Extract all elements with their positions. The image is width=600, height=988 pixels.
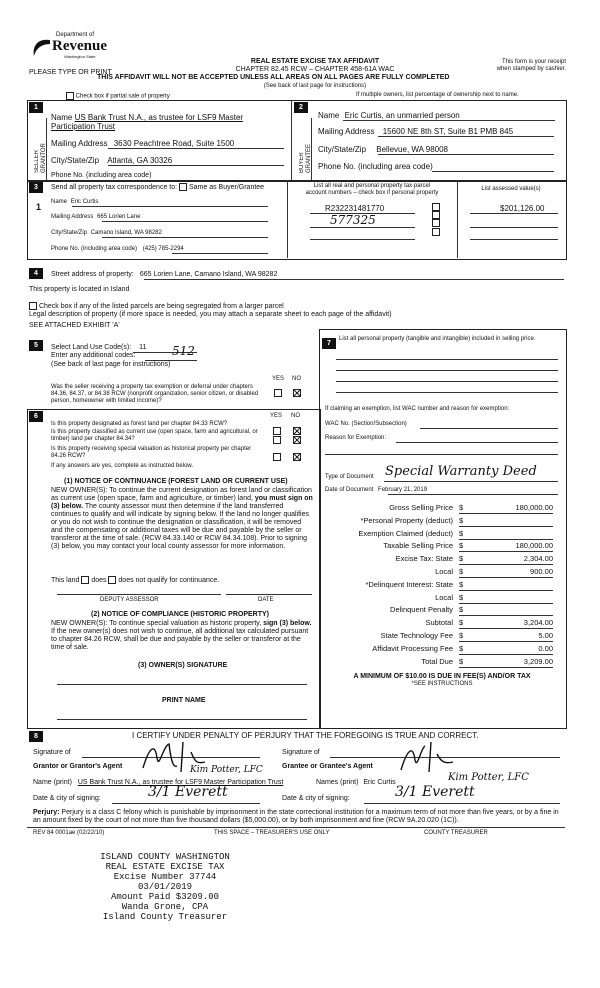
assessed-header: List assessed value(s) [481,186,541,192]
same-as-buyer-label: Same as Buyer/Grantee [188,183,265,191]
grantee-handwritten-name: Kim Potter, LFC [448,772,529,783]
grantee-date-city-handwritten: 3/1 Everett [395,784,475,800]
notice-compliance-body [51,620,313,652]
corr-city-row [51,230,162,237]
grantor-date-city-label: Date & city of signing: [33,795,101,802]
fee-value[interactable]: 180,000.00 [459,540,553,552]
section-8-badge: 8 [29,731,43,742]
buyer-city-label: City/State/Zip [318,145,367,154]
stamp-line: REAL ESTATE EXCISE TAX [105,862,225,872]
does-label: does [91,576,107,584]
fee-currency: $ [459,541,464,551]
notice-continuance-body [51,487,313,551]
notice-continuance-c: The county assessor must then determine if the land transferred continues to qualify and will indicate by signing below. If the land no longer qualifies or you do not wish to continue the designation or classification, it will be removed and the compensating or additional taxes will be due and payable by the seller or transferor at the time of sale. (RCW 84.33.140 or RCW 84.34.108). Prior to signing (3) below, you may contact your local county assessor for more information. [51,503,309,550]
exemption-question: Was the seller receiving a property tax exemption or deferral under chapters 84.36, 84.37, or 84.38 RCW (nonprofit organization, senior citizen, or disabled person, homeowner with limited income)? [51,384,259,404]
buyer-city[interactable]: Bellevue, WA 98008 [376,145,448,154]
buyer-mailing[interactable]: 15600 NE 8th ST, Suite B1 PMB 845 [382,127,514,136]
personal-property-checkbox-2[interactable] [432,211,440,219]
corr-city[interactable]: Camano Island, WA 98282 [90,230,162,236]
fee-row [325,656,557,669]
section-5-badge: 5 [29,340,43,351]
stamp-line: Amount Paid $3209.00 [110,892,220,902]
fee-currency: $ [459,643,464,653]
historic-question: Is this property receiving special valuation as historical property per chapter 84.26 RCW? [51,446,252,459]
buyer-mailing-label: Mailing Address [318,127,375,136]
grantee-name[interactable]: Eric Curtis [363,779,396,786]
fee-row [325,604,557,617]
exhibit-note[interactable]: SEE ATTACHED EXHIBIT 'A' [29,322,120,329]
fee-label: Delinquent Penalty [390,605,453,615]
parcel-handwritten: 577325 [330,213,376,227]
perjury-text: Perjury is a class C felony which is punishable by imprisonment in the state correctional institution for a maximum term of not more than five years, or by a fine in an amount fixed by the court of not more than five thousand dollars ($5,000.00), or by both imprisonment and fine (RCW 9A.20.020 (1C)). [33,809,559,824]
grantor-agent-label: Grantor or Grantor's Agent [33,763,123,770]
fee-currency: $ [459,515,464,525]
grantor-handwritten-name: Kim Potter, LFC [190,765,263,775]
doc-type-handwritten[interactable]: Special Warranty Deed [385,464,537,479]
fee-label: Affidavit Processing Fee [372,643,453,653]
located-row [29,286,129,294]
fee-row [325,579,557,592]
buyer-name-label: Name [318,111,340,120]
fee-label: *Delinquent Interest: State [365,579,453,589]
legal-description-note: Legal description of property (if more space is needed, you may attach a separate sheet to each page of the affidavit) [29,311,392,318]
fee-label: Exemption Claimed (deduct) [358,528,453,538]
fee-currency: $ [459,503,464,512]
fee-value[interactable] [459,579,553,591]
personal-property-checkboxes [432,203,440,236]
personal-property-checkbox-4[interactable] [432,228,440,236]
doc-date[interactable]: February 21, 2019 [378,487,428,493]
doc-date-label: Date of Document [325,487,374,493]
s6-yes-label: YES [270,413,283,419]
fee-currency: $ [459,528,464,538]
street-address[interactable]: 665 Lorien Lane, Camano Island, WA 98282 [139,271,278,278]
notice-compliance-b: sign (3) below. [263,620,312,627]
land-use-row [51,344,146,352]
located-label: This property is located in [29,286,109,293]
notice-compliance-c: If the new owner(s) does not wish to continue, all additional tax calculated pursuant to chapter 84.26 RCW, shall be due and payable by the seller or transferor at the time of sale. [51,628,309,651]
q3-no-wrap [293,448,301,466]
fee-row [325,643,557,656]
assessed-value[interactable]: $201,126.00 [500,204,545,213]
reason-label: Reason for Exemption: [325,435,387,441]
corr-mailing-label: Mailing Address [51,214,94,220]
stamp-line: 03/01/2019 [137,882,192,892]
seller-mailing-label: Mailing Address [51,139,108,148]
fee-label: State Technology Fee [380,630,453,640]
fee-row [325,553,557,566]
q3-no-checkbox[interactable] [293,453,301,461]
exemption-claim-label: If claiming an exemption, list WAC number and reason for exemption: [325,406,510,412]
partial-sale-label: Check box if partial sale of property [75,93,170,100]
fee-table [325,502,557,668]
dept-line2: Revenue [52,38,107,54]
perjury-note [33,809,565,825]
perjury-label: Perjury: [33,809,60,816]
fee-row [325,630,557,643]
segregated-row [29,302,284,311]
seller-name[interactable]: US Bank Trust N.A., as trustee for LSF9 Master Participation Trust [51,113,244,131]
fee-value[interactable] [459,528,553,540]
s5-yes-checkbox[interactable] [274,389,282,397]
fee-label: Local [435,592,453,602]
seller-phone-label: Phone No. (including area code) [51,172,152,179]
additional-codes-label: Enter any additional codes: [51,352,136,359]
seller-mailing[interactable]: 3630 Peachtree Road, Suite 1500 [113,139,235,148]
grantor-date-city-handwritten: 3/1 Everett [148,784,228,800]
grantee-date-city-label: Date & city of signing: [282,795,350,802]
additional-codes-handwritten: 512 [172,344,195,358]
notice-continuance-a: NEW OWNER(S): To continue the current designation as forest land or classification as current use (open space, farm and agriculture, or timber) land, [51,487,312,502]
fee-row [325,528,557,541]
s5-yes-label: YES [272,376,285,382]
located-value[interactable]: Island [110,286,130,293]
fee-value[interactable]: 0.00 [459,643,553,655]
fee-value[interactable]: 180,000.00 [459,502,553,514]
grantee-name-row [316,779,396,787]
corr-phone-row [51,246,184,253]
deputy-date-label: DATE [258,597,274,603]
fee-currency: $ [459,566,464,576]
fee-label: Subtotal [425,618,453,628]
does-checkbox[interactable] [81,576,89,584]
fee-row [325,502,557,515]
grantee-name-label: Names (print) [316,779,359,786]
q2-no-wrap [293,431,301,449]
correspondence-item-num: 1 [36,202,42,212]
fee-label: Total Due [421,656,453,666]
parcel-number[interactable]: R232231481770 [325,204,385,213]
please-type: PLEASE TYPE OR PRINT [29,69,112,76]
buyer-phone-label: Phone No. (including area code) [318,162,433,171]
seller-mailing-row [51,139,234,148]
section-4-badge: 4 [29,268,43,279]
corr-name-row [51,199,98,206]
section-3-badge: 3 [29,182,43,193]
minimum-fee-note: A MINIMUM OF $10.00 IS DUE IN FEE(S) AND/OR TAX [353,673,531,680]
personal-property-list-label: List all personal property (tangible and intangible) included in selling price. [339,336,536,342]
fee-currency: $ [459,579,464,589]
receipt-note-1: This form is your receipt [501,59,566,65]
grantor-sig-label: Signature of [33,749,71,756]
stamp-line: Island County Treasurer [102,912,228,922]
buyer-mailing-row [318,127,513,136]
corr-mailing[interactable]: 665 Lorien Lane [97,214,141,220]
same-as-buyer-checkbox[interactable] [179,183,187,191]
continuance-row [51,576,219,585]
fee-row [325,540,557,553]
notice-compliance-title: (2) NOTICE OF COMPLIANCE (HISTORIC PROPERTY) [91,611,269,618]
s5-no-checkbox-wrap [293,384,301,402]
current-use-question: Is this property classified as current use (open space, farm and agricultural, or timber) land per chapter 84.34? [51,429,258,442]
county-treasurer-label: COUNTY TREASURER [424,830,488,836]
deputy-assessor-label: DEPUTY ASSESSOR [100,597,159,603]
s5-no-checkbox[interactable] [293,389,301,397]
logo-swoosh-icon [30,36,52,60]
certify-statement: I CERTIFY UNDER PENALTY OF PERJURY THAT THE FOREGOING IS TRUE AND CORRECT. [132,731,479,740]
form-title: REAL ESTATE EXCISE TAX AFFIDAVIT [250,58,380,65]
fee-row [325,592,557,605]
street-label: Street address of property: [51,271,134,278]
parcel-header-1: List all real and personal property tax parcel [313,183,431,189]
section-2-badge: 2 [294,102,308,113]
see-back-note: (See back of last page for instructions) [263,83,367,89]
multiple-owners-note: If multiple owners, list percentage of ownership next to name. [356,92,519,98]
dept-line1: Department of [56,32,95,38]
land-use-code[interactable]: 11 [139,344,147,351]
fee-value[interactable]: 3,204.00 [459,617,553,629]
segregated-label: Check box if any of the listed parcels are being segregated from a larger parcel [38,302,284,310]
buyer-name[interactable]: Eric Curtis, an unmarried person [344,111,460,120]
send-correspondence-label: Send all property tax correspondence to: [51,183,178,191]
fee-label: *Personal Property (deduct) [360,515,453,525]
corr-name-label: Name [51,199,68,205]
if-yes-note: If any answers are yes, complete as instructed below. [51,463,194,469]
stamp-line: ISLAND COUNTY WASHINGTON [100,852,230,862]
seller-name-row [51,113,286,131]
s5-no-label: NO [292,376,301,382]
grantor-name[interactable]: US Bank Trust N.A., as trustee for LSF9 Master Participation Trust [77,779,284,786]
fee-currency: $ [459,656,464,666]
stamp-line: Excise Number 37744 [113,872,217,882]
q2-yes-wrap [273,431,281,449]
fee-currency: $ [459,592,464,602]
fee-value[interactable]: 900.00 [459,566,553,578]
fee-value[interactable] [459,592,553,604]
corr-phone-label: Phone No. (including area code) [51,246,138,252]
q3-yes-wrap [273,448,281,466]
does-not-checkbox[interactable] [108,576,116,584]
personal-property-checkbox-3[interactable] [432,219,440,227]
q2-no-checkbox[interactable] [293,436,301,444]
seller-name-label: Name [51,113,73,122]
notice-continuance-b: you must sign on (3) below. [51,495,313,510]
print-name-title: PRINT NAME [162,697,206,704]
see-instructions-note: *SEE INSTRUCTIONS [411,681,473,687]
department-logo [30,30,120,66]
grantee-sig-label: Signature of [282,749,320,756]
q3-yes-checkbox[interactable] [273,453,281,461]
notice-continuance-title: (1) NOTICE OF CONTINUANCE (FOREST LAND OR CURRENT USE) [64,478,288,485]
fee-currency: $ [459,554,464,564]
receipt-note-2: when stamped by cashier. [496,66,566,72]
s5-yes-checkbox-wrap [274,384,282,402]
corr-mailing-row [51,214,140,221]
dept-line3: Washington State [64,54,96,59]
parcel-header-2: account numbers – check box if personal property [305,190,439,196]
fee-label: Gross Selling Price [389,503,453,512]
fee-label: Excise Tax: State [395,554,453,564]
fee-currency: $ [459,618,464,628]
corr-city-label: City/State/Zip [51,230,88,236]
segregated-checkbox[interactable] [29,302,37,310]
partial-sale-checkbox[interactable] [66,92,74,100]
seller-city-row [51,156,172,165]
fee-row [325,566,557,579]
fee-label: Local [435,566,453,576]
wac-label: WAC No. (Section/Subsection) [325,421,407,427]
buyer-city-row [318,145,448,154]
land-use-label: Select Land Use Code(s): [51,344,132,351]
street-row [51,271,277,279]
fee-currency: $ [459,630,464,640]
fee-label: Taxable Selling Price [383,541,453,551]
land-use-see-back: (See back of last page for instructions) [51,361,171,368]
section-1-badge: 1 [29,102,43,113]
treasurer-stamp [95,852,235,922]
section-7-badge: 7 [322,338,336,349]
form-chapter: CHAPTER 82.45 RCW – CHAPTER 458-61A WAC [235,66,395,73]
fee-value[interactable] [459,515,553,527]
stamp-line: Wanda Grone, CPA [121,902,209,912]
fee-value[interactable]: 5.00 [459,630,553,642]
corr-phone[interactable]: (425) 785-2294 [142,246,184,252]
fee-value[interactable]: 3,209.00 [459,656,553,668]
notice-compliance-a: NEW OWNER(S): To continue special valuation as historic property, [51,620,262,627]
fee-value[interactable] [459,604,553,616]
fee-row [325,617,557,630]
seller-side-label: SELLER GRANTOR [34,143,47,173]
personal-property-checkbox-1[interactable] [432,203,440,211]
grantor-name-label: Name (print) [33,779,72,786]
doc-type-label: Type of Document [325,474,374,480]
fee-value[interactable]: 2,304.00 [459,553,553,565]
owner-signature-title: (3) OWNER(S) SIGNATURE [138,662,228,669]
buyer-name-row [318,111,460,120]
s6-no-label: NO [291,413,300,419]
seller-city-label: City/State/Zip [51,156,100,165]
form-warning: THIS AFFIDAVIT WILL NOT BE ACCEPTED UNLESS ALL AREAS ON ALL PAGES ARE FULLY COMPLETED [97,74,450,81]
q2-yes-checkbox[interactable] [273,436,281,444]
corr-name[interactable]: Eric Curtis [70,199,99,205]
fee-currency: $ [459,605,464,615]
form-revision: REV 84 0001ae (02/22/10) [33,830,105,836]
treasurer-space-label: THIS SPACE – TREASURER'S USE ONLY [214,830,330,836]
section-6-badge: 6 [29,411,43,422]
grantee-agent-label: Grantee or Grantee's Agent [282,763,373,770]
doc-date-row [325,487,427,494]
fee-row [325,515,557,528]
send-correspondence-row [51,183,264,192]
forest-land-question: Is this property designated as forest land per chapter 84.33 RCW? [51,421,228,427]
does-not-label: does not qualify for continuance. [118,576,220,584]
this-land-label: This land [51,576,80,584]
seller-city[interactable]: Atlanta, GA 30326 [107,156,173,165]
buyer-side-label: BUYER GRANTEE [299,143,312,173]
